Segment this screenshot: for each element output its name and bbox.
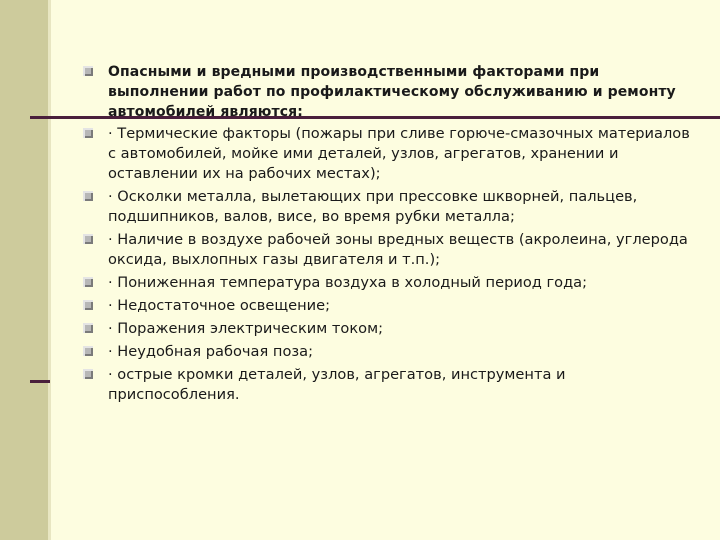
list-item-text: · острые кромки деталей, узлов, агрегатов, инструмента и приспособления.: [108, 366, 566, 403]
list-item: [83, 124, 693, 184]
square-bullet-icon: [83, 277, 93, 287]
square-bullet-icon: [83, 346, 93, 356]
sidebar-accent-line: [30, 380, 50, 383]
square-bullet-icon: [83, 369, 93, 379]
list-item: [83, 230, 693, 270]
list-item: [83, 187, 693, 227]
list-item-text: Опасными и вредными производственными факторами при выполнении работ по профилактическому обслуживанию и ремонту автомобилей являются:: [108, 64, 676, 120]
square-bullet-icon: [83, 66, 93, 76]
square-bullet-icon: [83, 191, 93, 201]
bullet-list: [83, 62, 693, 408]
list-item: [83, 365, 693, 405]
list-item-text: · Недостаточное освещение;: [108, 297, 331, 314]
list-item-text: · Осколки металла, вылетающих при прессовке шкворней, пальцев, подшипников, валов, висе, во время рубки металла;: [108, 188, 638, 225]
list-item-text: · Пониженная температура воздуха в холодный период года;: [108, 274, 588, 291]
list-item-text: · Термические факторы (пожары при сливе горюче-смазочных материалов с автомобилей, мойке ими деталей, узлов, агрегатов, хранении и оставлении их на рабочих местах);: [108, 125, 690, 182]
list-item: [83, 273, 693, 293]
square-bullet-icon: [83, 234, 93, 244]
square-bullet-icon: [83, 323, 93, 333]
list-item-text: · Наличие в воздухе рабочей зоны вредных веществ (акролеина, углерода оксида, выхлопных газы двигателя и т.п.);: [108, 231, 688, 268]
list-item: [83, 296, 693, 316]
list-item-text: · Поражения электрическим током;: [108, 320, 384, 337]
square-bullet-icon: [83, 300, 93, 310]
list-item-heading: [83, 62, 693, 122]
list-item: [83, 342, 693, 362]
square-bullet-icon: [83, 128, 93, 138]
sidebar-edge: [48, 0, 51, 540]
list-item-text: · Неудобная рабочая поза;: [108, 343, 313, 360]
sidebar-band: [0, 0, 50, 540]
list-item: [83, 319, 693, 339]
